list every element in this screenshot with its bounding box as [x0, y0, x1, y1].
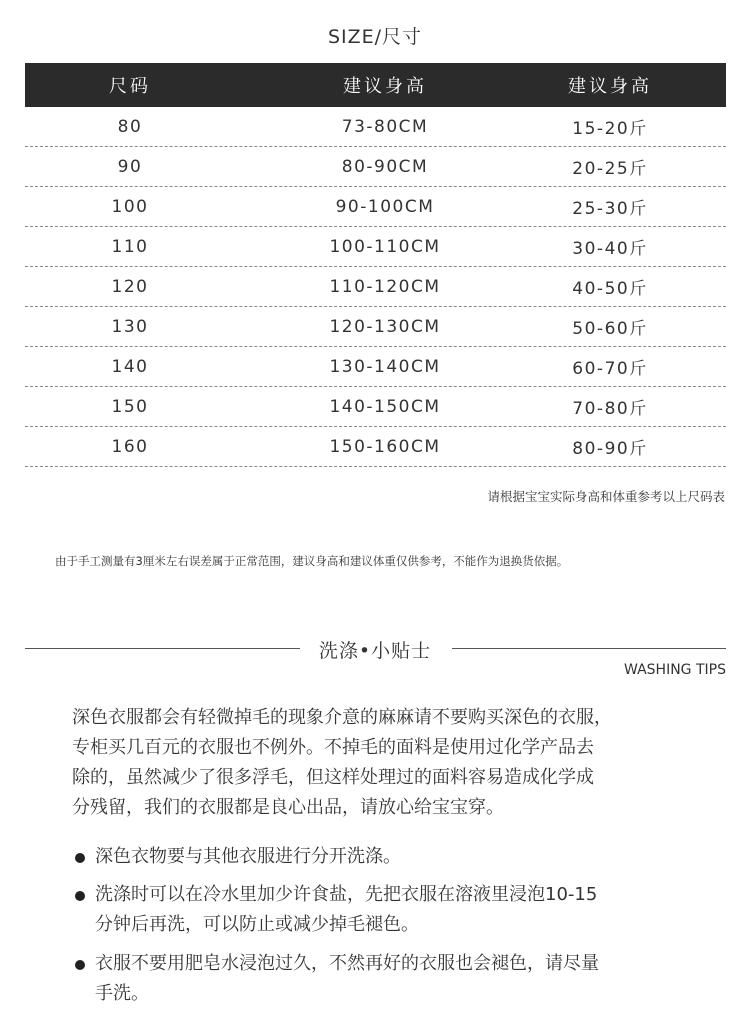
cell-size: 100 [111, 196, 149, 217]
cell-weight: 60-70斤 [572, 359, 648, 379]
table-row [25, 227, 726, 267]
paragraph-line: 除的，虽然减少了很多浮毛，但这样处理过的面料容易造成化学成 [72, 767, 594, 788]
tip-bullet-item [75, 880, 597, 940]
cell-height: 150-160CM [329, 436, 441, 457]
header-size: 尺码 [109, 76, 151, 97]
cell-size: 120 [111, 276, 149, 297]
cell-size: 110 [111, 236, 149, 257]
paragraph-line: 分残留，我们的衣服都是良心出品，请放心给宝宝穿。 [72, 797, 504, 818]
cell-weight: 15-20斤 [572, 119, 648, 139]
table-row [25, 147, 726, 187]
cell-weight: 20-25斤 [572, 159, 648, 179]
cell-weight: 70-80斤 [572, 399, 648, 419]
cell-weight: 40-50斤 [572, 279, 648, 299]
cell-weight: 50-60斤 [572, 319, 648, 339]
cell-size: 90 [117, 156, 143, 177]
header-weight: 建议身高 [568, 76, 652, 97]
washing-tips-title: 洗涤•小贴士 [318, 640, 432, 662]
bullet-dot-icon [75, 891, 85, 901]
tip-text-line: 手洗。 [95, 983, 149, 1004]
cell-height: 120-130CM [329, 316, 441, 337]
header-height: 建议身高 [343, 76, 427, 97]
paragraph-line: 专柜买几百元的衣服也不例外。不掉毛的面料是使用过化学产品去 [72, 737, 594, 758]
table-row [25, 107, 726, 147]
cell-height: 140-150CM [329, 396, 441, 417]
cell-height: 130-140CM [329, 356, 441, 377]
cell-height: 100-110CM [329, 236, 441, 257]
paragraph-line: 深色衣服都会有轻微掉毛的现象介意的麻麻请不要购买深色的衣服， [72, 707, 612, 728]
cell-size: 80 [117, 116, 143, 137]
cell-height: 110-120CM [329, 276, 441, 297]
cell-weight: 80-90斤 [572, 439, 648, 459]
cell-size: 160 [111, 436, 149, 457]
cell-height: 90-100CM [335, 196, 435, 217]
washing-tips-paragraph [72, 703, 692, 823]
table-row [25, 307, 726, 347]
size-table-header [25, 63, 726, 107]
table-row [25, 387, 726, 427]
cell-size: 140 [111, 356, 149, 377]
tip-text-line: 深色衣物要与其他衣服进行分开洗涤。 [95, 846, 401, 867]
table-row [25, 347, 726, 387]
cell-size: 150 [111, 396, 149, 417]
cell-height: 73-80CM [341, 116, 429, 137]
tip-text-line: 分钟后再洗，可以防止或减少掉毛褪色。 [95, 914, 419, 935]
measurement-disclaimer: 由于手工测量有3厘米左右误差属于正常范围，建议身高和建议体重仅供参考，不能作为退换货依据。 [55, 554, 569, 568]
washing-tips-subtitle: WASHING TIPS [624, 662, 726, 678]
table-row [25, 267, 726, 307]
cell-height: 80-90CM [341, 156, 429, 177]
table-row [25, 427, 726, 467]
tip-text-line: 衣服不要用肥皂水浸泡过久，不然再好的衣服也会褪色，请尽量 [95, 953, 599, 974]
cell-size: 130 [111, 316, 149, 337]
tip-bullet-item [75, 842, 401, 872]
tip-bullet-item [75, 949, 599, 1009]
cell-weight: 30-40斤 [572, 239, 648, 259]
size-table [25, 63, 726, 467]
bullet-dot-icon [75, 853, 85, 863]
bullet-dot-icon [75, 960, 85, 970]
table-row [25, 187, 726, 227]
size-reference-note: 请根据宝宝实际身高和体重参考以上尺码表 [487, 489, 725, 504]
cell-weight: 25-30斤 [572, 199, 648, 219]
size-chart-title: SIZE/尺寸 [327, 26, 423, 48]
tip-text-line: 洗涤时可以在冷水里加少许食盐，先把衣服在溶液里浸泡10-15 [95, 884, 598, 905]
